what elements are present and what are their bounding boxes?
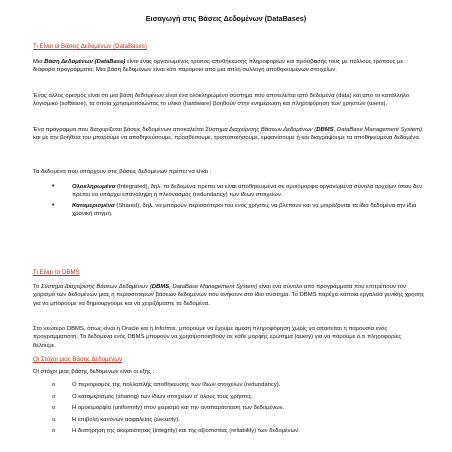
bullet-circle-icon <box>52 416 55 424</box>
bullet-circle-icon <box>52 381 55 389</box>
document-title: Εισαγωγή στις Βάσεις Δεδομένων (DataBases) <box>145 14 307 23</box>
bullet-circle-icon <box>52 393 55 401</box>
list-item: o Η ομοιομορφία (uniformity) στον χειρισμό και την αναπαράσταση των δεδομένων. <box>52 404 424 412</box>
paragraph-dbms-intro: Ένα πρόγραμμα που διαχειρίζεται βάσεις δεδομένων αποκαλείται Σύστημα Διαχείρισης Βάσεων Δεδομένων (DBMS, DataBase Management System) και με την βοήθειά του μπορούμε να αποθηκεύσουμε, προσθέσουμε, τροποποιήσουμε, εμφανίσουμε ή και διαγράψουμε τα αποθηκευμένα δεδομένα. <box>33 127 422 142</box>
paragraph-modern-dbms: Στο νεώτερο DBMS, όπως είναι η Oracle και η Informix, μπορούμε να έχουμε άμεση πληροφόρηση χωρίς να απαιτείται η παρουσία ενός προγραμματιστή. Τα δεδομένα ενός DBMS μπορούν να χρησιμοποιηθούν σε κάθε μορφής ερώτημα (query) για να πάρουμε ό,τι πληροφορίες θέλουμε. <box>33 326 402 349</box>
paragraph-database-definition: Μια Βάση Δεδομένων (DataBase) είναι ένας οργανωμένος τρόπος αποθήκευσης πληροφοριών και πρόσβασής τους με πολλούς τρόπους με διάφορα προγράμματα. Μια βάση δεδομένων είναι κάτι παρόμοιο από μια απλή συλλογή αποθηκευμένων στοιχείων. <box>33 59 404 74</box>
list-item: o Ο περιορισμός της πολλαπλής αποθήκευσης των ίδιων στοιχείων (redundancy). <box>52 381 424 389</box>
paragraph-database-alternate-definition: Ένας άλλος ορισμός είναι ότι μια βάση δεδομένων είναι ένα ολοκληρωμένο σύστημα που αποτελείται από δεδομένα (data) και από το κατάλληλο λογισμικό (software), τα οποία χρησιμοποιώντας το υλικό (hardware) βοηθούν στην ενημέρωση και πληροφόρηση των χρηστών (users). <box>33 93 410 108</box>
section-heading-what-are-databases[interactable]: Τι Είναι οι Βάσεις Δεδομένων (DataBases) <box>33 43 147 50</box>
term-database: Βάση Δεδομένων <box>44 59 93 65</box>
section-heading-database-goals[interactable]: Οι Στόχοι μιας Βάσης Δεδομένων <box>33 356 123 363</box>
section-heading-what-is-dbms[interactable]: Τι Είναι το DBMS <box>33 269 80 276</box>
list-item: • Καταμερισμένα (Shared), δηλ. να μπορούν περισσότεροι του ενός χρήστες να βλέπουν και να μοιράζονται τα ίδια δεδομένα την ίδια χρονική στιγμή. <box>52 202 424 219</box>
bullet-circle-icon <box>52 427 55 435</box>
term-shared: Καταμερισμένα <box>72 203 115 209</box>
term-integrated: Ολοκληρωμένα <box>72 184 116 190</box>
list-item: o Ο καταμερισμός (sharing) των ίδιων στοιχείων σ' όλους τους χρήστες. <box>52 393 424 401</box>
paragraph-data-requirements: Τα δεδομένα που υπάρχουν στις βάσεις δεδομένων πρέπει να είναι : <box>33 169 212 175</box>
list-item: o Η διατήρηση της ακεραιότητας (integrity) και της αξιοπιστίας (reliability) των δεδομένων. <box>52 427 424 435</box>
bullet-dot-icon <box>52 202 54 210</box>
list-item: o Η επιβολή κανόνων ασφαλείας (security). <box>52 416 424 424</box>
list-item: • Ολοκληρωμένα (Integrated), δηλ. τα δεδομένα πρέπει να είναι αποθηκευμένα σε ομοιόμορφα οργανωμένα σύνολα αρχείων όπου δεν πρέπει να υπάρχει επανάληψη ή πλεονασμός (redundancy) των ίδιων στοιχείων. <box>52 183 424 200</box>
paragraph-goals-intro: Οι στόχοι μιας βάσης δεδομένων είναι οι εξής : <box>33 369 155 375</box>
bullet-circle-icon <box>52 404 55 412</box>
database-goals-list <box>52 381 424 439</box>
bullet-dot-icon <box>52 183 54 191</box>
data-requirements-list <box>52 183 424 221</box>
paragraph-dbms-definition: Το Σύστημα Διαχείρισης Βάσεων Δεδομένων (DBMS, DataBase Management System) είναι ένα σύνολο από προγράμματα που επιτρέπουν τον χειρισμό των δεδομένων μιας ή περισσοτέρων βάσεων δεδομένων που ανήκουν στο ίδιο σύστημα. Το DBMS παρέχει κάποια εργαλεία γενικής χρήσης για να μπορούμε να δημιουργούμε και να χειριζόμαστε τα δεδομένα. <box>33 284 425 307</box>
